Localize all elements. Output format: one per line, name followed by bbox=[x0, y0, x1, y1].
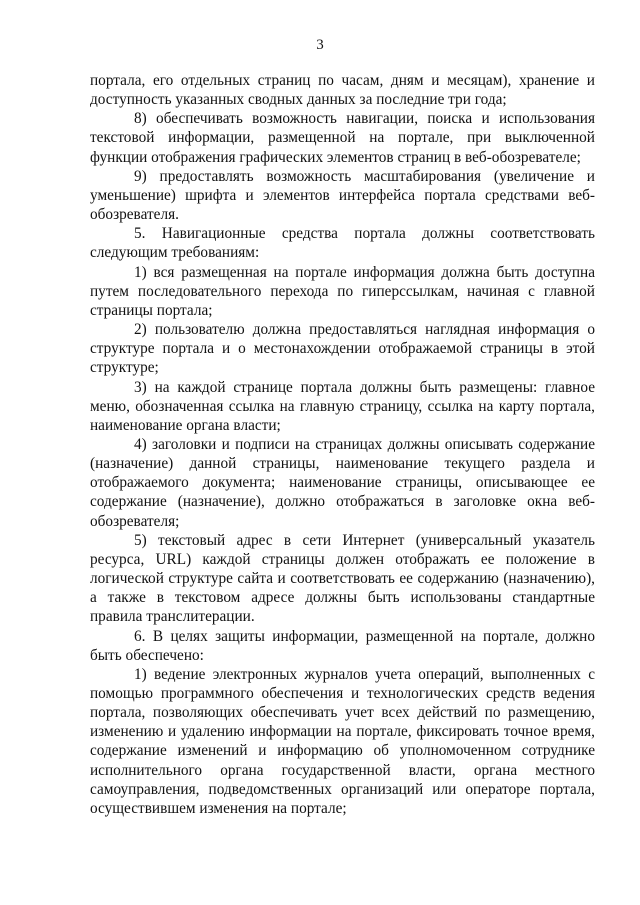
paragraph-section-5-item-4: 4) заголовки и подписи на страницах должны описывать содержание (назначение) данной страницы, наименование текущего раздела и отображаемого документа; наименование страницы, описывающее ее содержание (назначение), должно отображаться в заголовке окна веб-обозревателя; bbox=[90, 435, 595, 530]
paragraph-section-5-item-5: 5) текстовый адрес в сети Интернет (универсальный указатель ресурса, URL) каждой страницы должен отображать ее положение в логической структуре сайта и соответствовать ее содержанию (назначению), а также в текстовом адресе должны быть использованы стандартные правила транслитерации. bbox=[90, 531, 595, 626]
paragraph-section-6: 6. В целях защиты информации, размещенной на портале, должно быть обеспечено: bbox=[90, 627, 595, 664]
paragraph-section-5-item-2: 2) пользователю должна предоставляться наглядная информация о структуре портала и о местонахождении отображаемой страницы в этой структуре; bbox=[90, 321, 595, 377]
paragraph-item-8: 8) обеспечивать возможность навигации, поиска и использования текстовой информации, размещенной на портале, при выключенной функции отображения графических элементов страниц в веб-обозревателе; bbox=[90, 110, 595, 166]
paragraph-section-5: 5. Навигационные средства портала должны соответствовать следующим требованиям: bbox=[90, 225, 595, 262]
paragraph-section-5-item-3: 3) на каждой странице портала должны быть размещены: главное меню, обозначенная ссылка на главную страницу, ссылка на карту портала, наименование органа власти; bbox=[90, 378, 595, 434]
paragraph-continuation: портала, его отдельных страниц по часам, дням и месяцам), хранение и доступность указанных сводных данных за последние три года; bbox=[90, 72, 595, 109]
paragraph-item-9: 9) предоставлять возможность масштабирования (увеличение и уменьшение) шрифта и элементов интерфейса портала средствами веб-обозревателя. bbox=[90, 167, 595, 224]
paragraph-section-6-item-1: 1) ведение электронных журналов учета операций, выполненных с помощью программного обеспечения и технологических средств ведения портала, позволяющих обеспечивать учет всех действий по размещению, изменению и удалению информации на портале, фиксировать точное время, содержание изменений и информацию об уполномоченном сотруднике исполнительного органа государственной власти, органа местного самоуправления, подведомственных организаций или операторе портала, осуществившем изменения на портале; bbox=[90, 665, 595, 817]
paragraph-section-5-item-1: 1) вся размещенная на портале информация должна быть доступна путем последовательного перехода по гиперссылкам, начиная с главной страницы портала; bbox=[90, 263, 595, 319]
document-body bbox=[90, 71, 595, 818]
page-number: 3 bbox=[316, 37, 324, 53]
